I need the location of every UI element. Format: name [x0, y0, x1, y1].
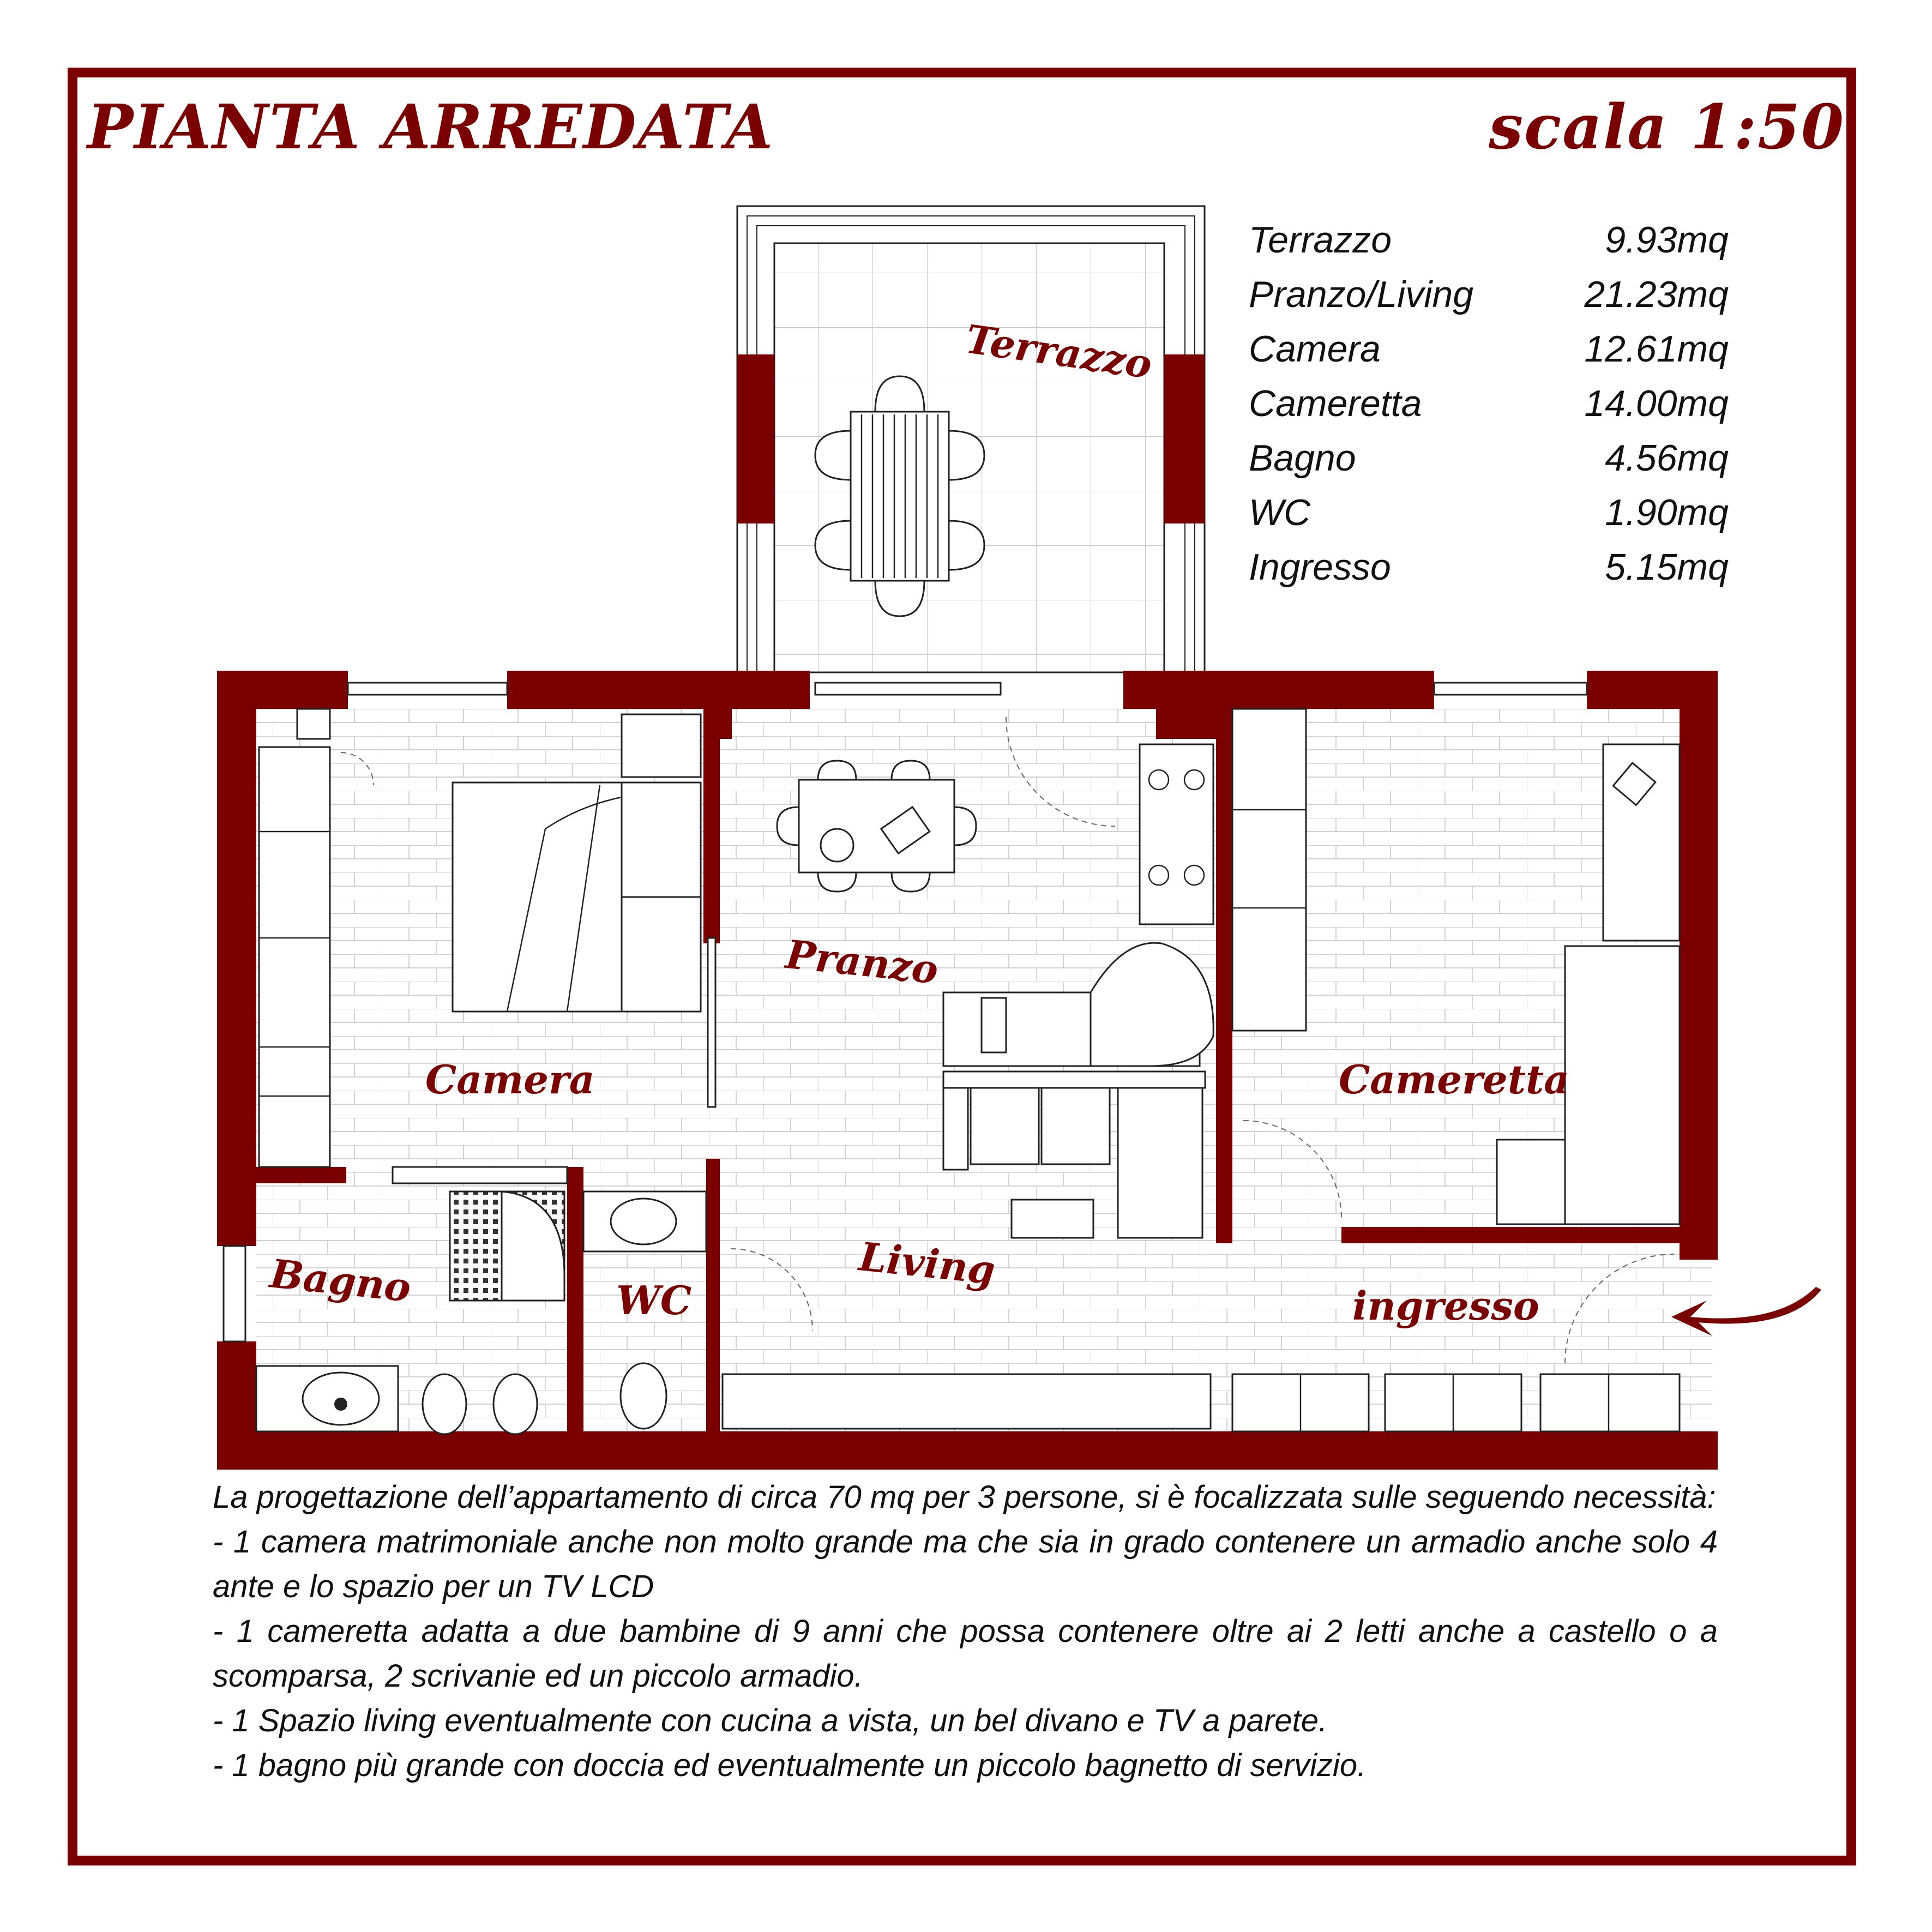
room-label-ingresso: ingresso [1352, 1283, 1539, 1329]
area-name: WC [1249, 492, 1311, 533]
pranzo-furniture [777, 761, 976, 892]
room-label-wc: WC [616, 1277, 692, 1323]
area-name: Ingresso [1249, 546, 1391, 588]
project-description [213, 1475, 1718, 1788]
plan-title: PIANTA ARREDATA [87, 92, 774, 163]
room-label-terrazzo: Terrazzo [962, 315, 1155, 388]
room-label-bagno: Bagno [268, 1250, 413, 1311]
area-value: 14.00mq [1584, 383, 1729, 424]
plan-scale: scala 1:50 [1488, 92, 1845, 163]
room-label-cameretta: Cameretta [1339, 1056, 1569, 1103]
description-item: - 1 cameretta adatta a due bambine di 9 anni che possa contenere oltre ai 2 letti anche a castello o a scomparsa, 2 scrivanie ed un piccolo armadio. [213, 1614, 1718, 1694]
area-name: Cameretta [1249, 383, 1422, 424]
terrace-pillar-right [1164, 354, 1205, 523]
description-item: - 1 bagno più grande con doccia ed eventualmente un piccolo bagnetto di servizio. [213, 1748, 1367, 1783]
description-item: - 1 camera matrimoniale anche non molto grande ma che sia in grado contenere un armadio anche solo 4 ante e lo spazio per un TV LCD [213, 1524, 1718, 1604]
area-value: 21.23mq [1584, 274, 1729, 315]
area-value: 5.15mq [1605, 546, 1729, 588]
room-label-pranzo: Pranzo [784, 930, 941, 993]
terrace-pillar-left [737, 354, 774, 523]
terrace [737, 206, 1205, 672]
area-name: Bagno [1249, 437, 1356, 479]
description-intro: La progettazione dell’appartamento di circa 70 mq per 3 persone, si è focalizzata sulle seguendo necessità: [213, 1479, 1716, 1515]
room-label-camera: Camera [425, 1056, 595, 1103]
description-item: - 1 Spazio living eventualmente con cucina a vista, un bel divano e TV a parete. [213, 1703, 1328, 1738]
area-name: Pranzo/Living [1249, 274, 1474, 315]
area-value: 1.90mq [1605, 492, 1729, 533]
area-value: 9.93mq [1605, 219, 1729, 261]
room-label-living: Living [857, 1233, 998, 1293]
area-name: Camera [1249, 328, 1381, 370]
area-name: Terrazzo [1249, 219, 1392, 261]
area-value: 12.61mq [1584, 328, 1729, 370]
area-value: 4.56mq [1605, 437, 1729, 479]
